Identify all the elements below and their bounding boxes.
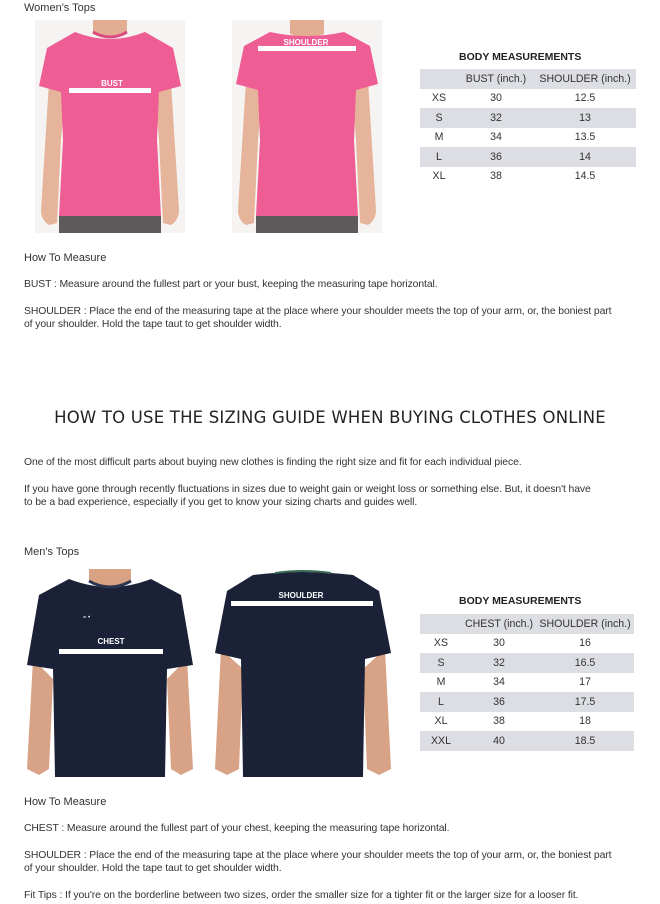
men-how-to-measure: How To Measure — [24, 796, 107, 808]
size-cell: XS — [431, 92, 447, 105]
value-cell: 14.5 — [574, 170, 596, 183]
table-header-cell — [420, 614, 462, 634]
table-header-cell: SHOULDER (inch.) — [536, 614, 634, 634]
women-back-figure — [232, 20, 382, 233]
table-header-cell: SHOULDER (inch.) — [534, 69, 636, 89]
table-header-row — [420, 69, 636, 89]
size-cell: XL — [432, 170, 446, 183]
value-cell: 13.5 — [574, 131, 596, 144]
value-cell: 18 — [579, 715, 591, 728]
value-cell: 12.5 — [574, 92, 596, 105]
table-row — [420, 731, 634, 751]
value-cell: 30 — [493, 637, 505, 650]
women-shoulder-instruction-line1: SHOULDER : Place the end of the measuring tape at the place where your shoulder meets the top of your arm, or, the boniest part — [24, 306, 612, 317]
value-cell: 32 — [458, 108, 534, 128]
value-cell: 30 — [490, 92, 502, 105]
size-cell: S — [420, 653, 462, 673]
table-row — [420, 167, 636, 187]
table-row — [420, 108, 636, 128]
value-cell: 34 — [490, 131, 502, 144]
guide-paragraph-2-line1: If you have gone through recently fluctuations in sizes due to weight gain or weight loss or something else. But, it doesn't have — [24, 484, 591, 495]
men-table-title: BODY MEASUREMENTS — [459, 595, 582, 607]
table-row — [420, 128, 636, 148]
men-shoulder-instruction-line1: SHOULDER : Place the end of the measuring tape at the place where your shoulder meets the top of your arm, or, the boniest part — [24, 850, 612, 861]
value-cell: 34 — [493, 676, 505, 689]
table-row — [420, 712, 634, 732]
men-measurements-table — [420, 614, 634, 751]
value-cell: 32 — [462, 653, 536, 673]
size-cell: XL — [434, 715, 448, 728]
size-cell: L — [420, 147, 458, 167]
table-row — [420, 634, 634, 654]
value-cell: 38 — [493, 715, 505, 728]
men-fit-tips: Fit Tips : If you're on the borderline between two sizes, order the smaller size for a tighter fit or the larger size for a looser fit. — [24, 890, 579, 901]
value-cell: 18.5 — [536, 731, 634, 751]
men-shoulder-tape-label: SHOULDER — [278, 591, 324, 600]
size-cell: XS — [433, 637, 449, 650]
value-cell: 17 — [579, 676, 591, 689]
men-section-label: Men's Tops — [24, 546, 80, 558]
women-shoulder-instruction-line2: of your shoulder. Hold the tape taut to get shoulder width. — [24, 319, 282, 330]
sizing-guide-heading: HOW TO USE THE SIZING GUIDE WHEN BUYING CLOTHES ONLINE — [54, 408, 606, 427]
value-cell: 14 — [534, 147, 636, 167]
value-cell: 16.5 — [536, 653, 634, 673]
table-header-cell: BUST (inch.) — [458, 69, 534, 89]
chest-tape-label: CHEST — [97, 637, 125, 646]
table-row — [420, 673, 634, 693]
table-row — [420, 147, 636, 167]
men-chest-instruction: CHEST : Measure around the fullest part of your chest, keeping the measuring tape horizontal. — [24, 823, 450, 834]
bust-tape-label: BUST — [101, 79, 123, 88]
size-cell: XXL — [420, 731, 462, 751]
guide-paragraph-1: One of the most difficult parts about buying new clothes is finding the right size and fit for each individual piece. — [24, 457, 522, 468]
value-cell: 16 — [579, 637, 591, 650]
table-row — [420, 89, 636, 109]
shirt-logo-icon: ≈ • — [83, 615, 91, 621]
value-cell: 13 — [534, 108, 636, 128]
value-cell: 38 — [490, 170, 502, 183]
table-row — [420, 692, 634, 712]
women-table-title: BODY MEASUREMENTS — [459, 51, 582, 63]
table-header-cell — [420, 69, 458, 89]
women-how-to-measure: How To Measure — [24, 252, 107, 264]
table-row — [420, 653, 634, 673]
size-cell: S — [420, 108, 458, 128]
table-header-row — [420, 614, 634, 634]
value-cell: 40 — [462, 731, 536, 751]
men-back-figure — [213, 569, 393, 777]
women-shoulder-tape-label: SHOULDER — [283, 38, 329, 47]
guide-paragraph-2-line2: to be a bad experience, especially if you get to know your sizing charts and guides well. — [24, 497, 418, 508]
men-shoulder-instruction-line2: of your shoulder. Hold the tape taut to get shoulder width. — [24, 863, 282, 874]
value-cell: 17.5 — [536, 692, 634, 712]
women-front-figure — [35, 20, 185, 233]
value-cell: 36 — [458, 147, 534, 167]
women-section-label: Women's Tops — [24, 2, 96, 14]
size-cell: M — [436, 676, 446, 689]
size-cell: L — [420, 692, 462, 712]
size-cell: M — [434, 131, 444, 144]
table-header-cell: CHEST (inch.) — [462, 614, 536, 634]
women-measurements-table — [420, 69, 636, 186]
men-front-figure — [25, 569, 195, 777]
women-bust-instruction: BUST : Measure around the fullest part or your bust, keeping the measuring tape horizontal. — [24, 279, 438, 290]
value-cell: 36 — [462, 692, 536, 712]
